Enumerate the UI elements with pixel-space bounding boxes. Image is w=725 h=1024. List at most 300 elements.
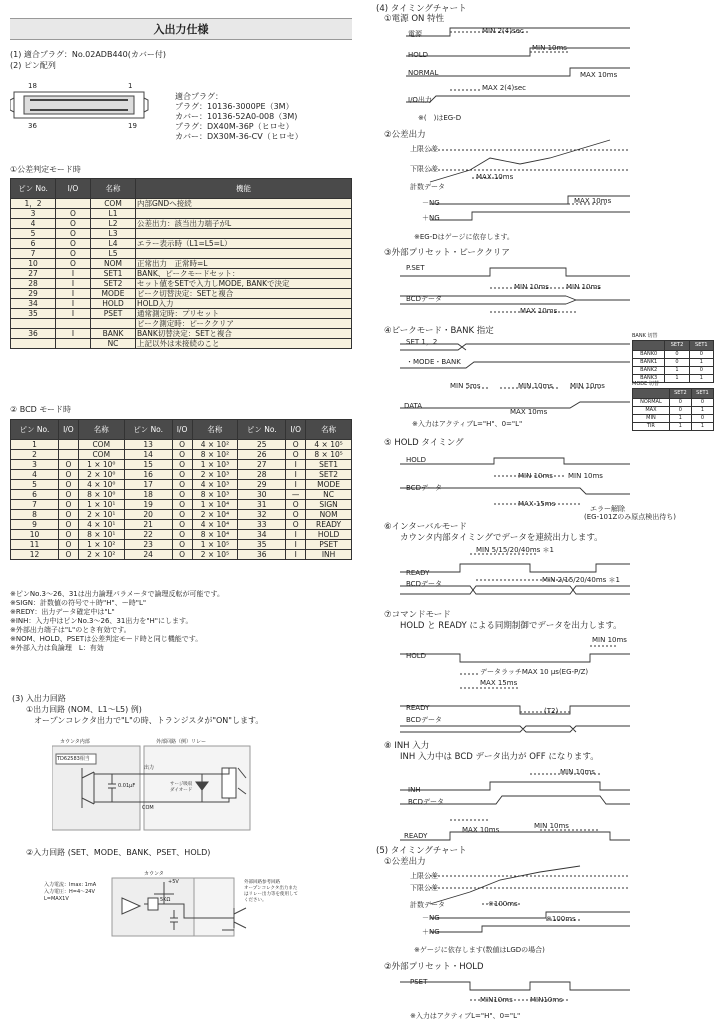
table-cell <box>136 209 352 219</box>
timing-ann: MIN 10ms <box>534 822 569 830</box>
col-header <box>633 341 665 351</box>
table-cell: O <box>58 490 78 500</box>
ready-wave <box>400 706 630 714</box>
table-cell: I <box>56 279 91 289</box>
table-cell: 4 × 10⁴ <box>192 520 238 530</box>
col-header: ピン No. <box>124 420 172 440</box>
wave-label: BCDデータ <box>406 580 442 588</box>
table-cell: SIGN <box>306 500 352 510</box>
table-cell: L3 <box>91 229 136 239</box>
table-cell: I <box>286 480 306 490</box>
table-cell: 18 <box>124 490 172 500</box>
table-cell: BANK、ピークモードセット： <box>136 269 352 279</box>
table-cell: I <box>286 530 306 540</box>
table-row <box>11 530 352 540</box>
wave-label: SET 1，2 <box>406 338 438 346</box>
col-header: I/O <box>172 420 192 440</box>
table-cell: 1 × 10⁰ <box>78 460 124 470</box>
col-header: ピン No. <box>238 420 286 440</box>
table-cell: O <box>56 209 91 219</box>
table-cell: MIN <box>633 415 670 423</box>
table-cell: O <box>172 500 192 510</box>
table-cell: O <box>58 480 78 490</box>
table-row <box>11 239 352 249</box>
table-cell: O <box>172 520 192 530</box>
col-header: I/O <box>56 179 91 199</box>
table-cell: L2 <box>91 219 136 229</box>
timing-ann: MAX 10ms <box>574 197 612 205</box>
table-cell: 10 <box>11 530 59 540</box>
table-cell: O <box>58 460 78 470</box>
pset-wave <box>400 268 630 276</box>
table-row <box>11 229 352 239</box>
table-cell <box>91 319 136 329</box>
chart1-title: ①電源 ON 特性 <box>384 14 445 24</box>
table-cell: 7 <box>11 249 56 259</box>
wave-label: INH <box>408 786 421 794</box>
timing-title: (4) タイミングチャート <box>376 4 467 14</box>
table-cell: 1 × 10⁴ <box>192 500 238 510</box>
table-cell: 7 <box>11 500 59 510</box>
note-line: ※SIGN：計数値の符号で＋時"H"、ー時"L" <box>10 599 147 607</box>
table-cell: 上記以外は未接続のこと <box>136 339 352 349</box>
table-cell: MODE <box>91 289 136 299</box>
table-cell: SET1 <box>306 460 352 470</box>
wave-label: 計数データ <box>410 183 445 191</box>
table-cell: 33 <box>238 520 286 530</box>
table-cell: COM <box>78 450 124 460</box>
ng-plus <box>430 212 630 220</box>
wave-label: READY <box>406 569 430 577</box>
table-cell: O <box>286 510 306 520</box>
plug-line: プラグ：10136-3000PE（3M） <box>175 102 294 111</box>
circuit-title: (3) 入出力回路 <box>12 694 66 703</box>
timing-note: ※入力はアクティブL="H"、0="L" <box>412 420 523 428</box>
out-label: 出力 <box>144 765 155 771</box>
table-cell: 19 <box>124 500 172 510</box>
table-cell: O <box>56 219 91 229</box>
ext-note: ください。 <box>244 898 267 903</box>
ext-note: オープンコレクタ出力また <box>244 886 298 891</box>
table-cell: 4 <box>11 219 56 229</box>
table-cell: 24 <box>124 550 172 560</box>
chart10-title: ②外部プリセット・HOLD <box>384 962 484 972</box>
table-cell: 4 × 10¹ <box>78 520 124 530</box>
tolerance-mode-title: ①公差判定モード時 <box>10 165 81 174</box>
table-cell: O <box>286 520 306 530</box>
counter-label: カウンタ <box>144 871 164 877</box>
bcd-mode-title: ② BCD モード時 <box>10 405 72 414</box>
timing-ann: MAX 10ms <box>510 408 548 416</box>
table-row <box>11 460 352 470</box>
timing-ann: MIN 10ms <box>570 382 605 390</box>
wave-label: BCDデータ <box>408 798 444 806</box>
table-cell: 5 <box>11 480 59 490</box>
bank-table-title: BANK 切替 <box>632 333 658 339</box>
page-title: 入出力仕様 <box>10 18 352 40</box>
table-cell: ピーク測定時：ピーククリア <box>136 319 352 329</box>
mode-table-title: MODE 切替 <box>632 381 659 387</box>
wave-label: －NG <box>422 199 440 207</box>
table-cell: 0 <box>669 399 691 407</box>
table-cell: 22 <box>124 530 172 540</box>
table-cell <box>56 199 91 209</box>
table-cell: BANK2 <box>633 367 665 375</box>
chart7-desc: HOLD と READY による同期制御でデータを出力します。 <box>400 621 622 631</box>
output-circuit-desc: オープンコレクタ出力で"L"の時、トランジスタが"ON"します。 <box>34 716 264 725</box>
table-cell: L1 <box>91 209 136 219</box>
table-cell: 公差出力：該当出力端子がL <box>136 219 352 229</box>
pin-36-label: 36 <box>28 122 37 130</box>
table-row <box>11 440 352 450</box>
timing-ann: MIN 10ms <box>518 382 553 390</box>
ext-note: はリレー出力等を使用して <box>244 892 298 897</box>
table-cell: 9 <box>11 520 59 530</box>
table-cell: 4 × 10⁵ <box>306 440 352 450</box>
timing-note: ※入力はアクティブL="H"、0="L" <box>410 1012 521 1020</box>
chart6-title: ⑥インターバルモード <box>384 522 468 532</box>
table-cell: NOM <box>91 259 136 269</box>
table-cell: O <box>172 440 192 450</box>
timing-ann: ※100ms <box>488 900 518 908</box>
table-cell: O <box>172 530 192 540</box>
timing-ann: MIN 5/15/20/40ms ＊1 <box>476 546 554 554</box>
table-row <box>11 329 352 339</box>
table-cell: 26 <box>238 450 286 460</box>
cap-label: 0.01μF <box>118 783 136 789</box>
table-cell: 0 <box>669 407 691 415</box>
col-header: ピン No. <box>11 420 59 440</box>
table-cell: 4 × 10⁰ <box>78 480 124 490</box>
note-line: ※INH：入力中はピンNo.3〜26、31出力を"H"にします。 <box>10 617 193 625</box>
table-cell: 6 <box>11 490 59 500</box>
timing-ann: MAX 10ms <box>476 173 514 181</box>
timing-ann: MIN 10ms <box>592 636 627 644</box>
col-header: SET2 <box>665 341 689 351</box>
table-cell: BANK1 <box>633 359 665 367</box>
table-cell: O <box>286 450 306 460</box>
table-cell: 17 <box>124 480 172 490</box>
v5-label: +5V <box>168 879 179 885</box>
table-cell: 1 × 10³ <box>192 460 238 470</box>
table-cell: HOLD <box>91 299 136 309</box>
table-cell: 12 <box>11 550 59 560</box>
table-cell: 1 × 10¹ <box>78 500 124 510</box>
table-cell: O <box>58 510 78 520</box>
table-cell: O <box>172 490 192 500</box>
table-cell: エラー表示時（L1=L5=L） <box>136 239 352 249</box>
timing-note: ※EG-Dはゲージに依存します。 <box>414 233 514 241</box>
table-row <box>11 309 352 319</box>
table-cell: 8 × 10¹ <box>78 530 124 540</box>
timing-ann: MAX 15ms <box>480 679 518 687</box>
input-current-note: 入力電流：Imax: 1mA <box>44 882 97 888</box>
table-cell: O <box>172 540 192 550</box>
table-row <box>633 415 714 423</box>
table-cell: 25 <box>238 440 286 450</box>
table-cell: 34 <box>11 299 56 309</box>
input-voltage-note: 入力電圧：H=4〜24V <box>44 889 95 895</box>
table-cell: 27 <box>11 269 56 279</box>
table-cell: I <box>286 460 306 470</box>
table-cell: 27 <box>238 460 286 470</box>
timing-ann: MIN 10ms <box>568 472 603 480</box>
plug-line: プラグ：DX40M-36P（ヒロセ） <box>175 122 294 131</box>
plug-info <box>175 92 303 142</box>
connector-drawing <box>10 78 150 136</box>
table-cell: 31 <box>238 500 286 510</box>
table-cell: 2 × 10⁵ <box>192 550 238 560</box>
table-cell: COM <box>78 440 124 450</box>
table-cell: 2 × 10⁰ <box>78 470 124 480</box>
table-cell: 1 <box>11 440 59 450</box>
table-cell: O <box>58 540 78 550</box>
wave-label: 下限公差 <box>410 884 438 892</box>
timing-note: ※( )はEG-D <box>418 114 462 122</box>
table-cell: 8 × 10³ <box>192 490 238 500</box>
col-header: SET2 <box>669 389 691 399</box>
table-cell: 29 <box>11 289 56 299</box>
pin-18-label: 18 <box>28 82 37 90</box>
table-cell: O <box>286 440 306 450</box>
timing-ann: ※100ms <box>546 915 576 923</box>
ready-wave <box>400 832 630 840</box>
wave-label: 電源 <box>408 30 422 38</box>
wave-label: 計数データ <box>410 901 445 909</box>
wave-label: P.SET <box>406 264 425 272</box>
table-cell: 16 <box>124 470 172 480</box>
col-header <box>633 389 670 399</box>
chip-label: TD62583相当 <box>57 756 90 762</box>
note-line: ※外部出力端子は"L"のとき有効です。 <box>10 626 131 634</box>
table-cell: O <box>286 500 306 510</box>
table-cell: MAX <box>633 407 670 415</box>
col-header: 名称 <box>192 420 238 440</box>
table-cell: 0 <box>691 415 713 423</box>
wave-label: HOLD <box>408 51 429 59</box>
timing-note: ※ゲージに依存します(数値はLGDの場合) <box>414 946 545 954</box>
col-header: 機能 <box>136 179 352 199</box>
table-cell: 10 <box>11 259 56 269</box>
table-row <box>11 219 352 229</box>
chart9-title: ①公差出力 <box>384 857 426 867</box>
table-cell: 1 <box>665 375 689 383</box>
section-plug: (1) 適合プラグ：No.02ADB440(カバー付) <box>10 50 166 59</box>
table-cell: O <box>58 520 78 530</box>
table-cell: 1，2 <box>11 199 56 209</box>
tolerance-pin-table <box>10 178 352 349</box>
table-cell: L4 <box>91 239 136 249</box>
table-cell: BANK <box>91 329 136 339</box>
chart6-desc: カウンタ内部タイミングでデータを連続出力します。 <box>400 533 603 543</box>
table-cell: HOLD入力 <box>136 299 352 309</box>
table-row <box>633 399 714 407</box>
table-cell: 2 × 10³ <box>192 470 238 480</box>
table-cell: I <box>56 289 91 299</box>
count-data <box>430 140 610 182</box>
wave-label: READY <box>404 832 428 840</box>
table-row <box>11 209 352 219</box>
bcd-notes <box>10 590 224 653</box>
table-cell: O <box>56 249 91 259</box>
wave-label: BCDデータ <box>406 484 442 492</box>
note-line: ※NOM、HOLD、PSETは公差判定モード時と同じ機能です。 <box>10 635 203 643</box>
table-cell: I <box>56 309 91 319</box>
table-cell: O <box>58 470 78 480</box>
timing-ann: MAX 10ms <box>580 71 618 79</box>
table-cell: 34 <box>238 530 286 540</box>
table-row <box>11 500 352 510</box>
timing-ann: MIN 10ms <box>532 44 567 52</box>
table-cell: 0 <box>665 359 689 367</box>
timing-ann: MAX 10ms <box>462 826 500 834</box>
table-cell: I <box>56 269 91 279</box>
table-cell: O <box>58 530 78 540</box>
note-line: ※REDY：出力データ確定中は"L" <box>10 608 115 616</box>
timing-ann: MAX 15ms <box>518 500 556 508</box>
table-row <box>633 389 714 399</box>
timing-ann: MAX 2(4)sec <box>482 84 527 92</box>
ready-wave <box>400 564 630 572</box>
bcd-wave <box>400 726 630 732</box>
table-cell: PSET <box>306 540 352 550</box>
table-cell: I <box>286 540 306 550</box>
table-row <box>633 407 714 415</box>
table-cell: 8 × 10⁰ <box>78 490 124 500</box>
table-row <box>11 269 352 279</box>
output-circuit-diagram <box>52 738 252 832</box>
table-cell <box>58 450 78 460</box>
table-row <box>11 199 352 209</box>
table-cell: 1 <box>669 415 691 423</box>
table-cell <box>11 339 56 349</box>
table-cell: 8 × 10² <box>192 450 238 460</box>
table-row <box>11 480 352 490</box>
chart8-title: ⑧ INH 入力 <box>384 741 430 751</box>
table-cell: I <box>286 470 306 480</box>
table-cell: I <box>56 329 91 339</box>
table-cell: 0 <box>665 351 689 359</box>
timing-ann: MIN 10ms <box>518 472 553 480</box>
inh-wave <box>400 782 630 790</box>
wave-label: 上限公差 <box>410 872 438 880</box>
table-cell: 20 <box>124 510 172 520</box>
timing-ann: MAX 10ms <box>520 307 558 315</box>
table-row <box>11 289 352 299</box>
timing-ann: MIN10ms <box>530 996 563 1004</box>
table-row <box>11 520 352 530</box>
table-cell: BANK0 <box>633 351 665 359</box>
wave-label: 下限公差 <box>410 165 438 173</box>
hold-wave <box>400 458 630 464</box>
table-cell: 6 <box>11 239 56 249</box>
table-cell: BANK3 <box>633 375 665 383</box>
table-cell: SET2 <box>306 470 352 480</box>
table-cell: I <box>56 299 91 309</box>
table-cell: 15 <box>124 460 172 470</box>
table-cell: NC <box>91 339 136 349</box>
table-cell: 通常測定時：プリセット <box>136 309 352 319</box>
table-row <box>11 490 352 500</box>
table-row <box>11 249 352 259</box>
table-cell: BANK切替決定：SETと複合 <box>136 329 352 339</box>
count-data <box>430 866 580 904</box>
table-cell: 4 × 10² <box>192 440 238 450</box>
timing-ann: MIN 2(4)sec <box>482 27 524 35</box>
table-cell: 32 <box>238 510 286 520</box>
table-cell: セット値をSETで入力しMODE, BANKで決定 <box>136 279 352 289</box>
input-circuit-title: ②入力回路 (SET、MODE、BANK、PSET、HOLD) <box>26 848 211 857</box>
table-cell: 30 <box>238 490 286 500</box>
table-cell: O <box>58 500 78 510</box>
chart4-title: ④ピークモード・BANK 指定 <box>384 326 494 336</box>
table-cell: 1 × 10⁵ <box>192 540 238 550</box>
table-cell: O <box>56 259 91 269</box>
wave-label: PSET <box>410 978 428 986</box>
table-cell: I <box>286 550 306 560</box>
table-cell: 2 × 10¹ <box>78 510 124 520</box>
bank-select-table <box>632 340 714 383</box>
table-cell: 4 <box>11 470 59 480</box>
timing-column <box>370 0 725 1024</box>
table-cell: 23 <box>124 540 172 550</box>
resistor-label: 5KΩ <box>160 897 171 903</box>
table-cell: 3 <box>11 209 56 219</box>
table-cell: 13 <box>124 440 172 450</box>
timing5-title: (5) タイミングチャート <box>376 846 467 856</box>
table-cell: NOM <box>306 510 352 520</box>
wave-label: DATA <box>404 402 423 410</box>
table-cell: 2 × 10² <box>78 550 124 560</box>
timing-ann: MIN10ms <box>480 996 513 1004</box>
input-circuit-diagram <box>44 868 314 938</box>
timing-ann: MIN 2/15/20/40ms ＊1 <box>542 576 620 584</box>
output-circuit-title: ①出力回路 (NOM、L1〜L5) 例) <box>26 705 142 714</box>
table-cell: ピーク切替決定：SETと複合 <box>136 289 352 299</box>
note-line: ※外部入力は負論理 L：有効 <box>10 644 104 652</box>
table-row <box>11 339 352 349</box>
table-cell: O <box>172 450 192 460</box>
com-label: COM <box>142 805 154 811</box>
hold-wave <box>400 654 630 662</box>
table-cell: 1 <box>669 423 691 431</box>
table-cell: 5 <box>11 229 56 239</box>
wave-label: HOLD <box>406 652 427 660</box>
table-cell: NORMAL <box>633 399 670 407</box>
chart5-title: ⑤ HOLD タイミング <box>384 438 464 448</box>
table-row <box>11 540 352 550</box>
pin-19-label: 19 <box>128 122 137 130</box>
wave-label: READY <box>406 704 430 712</box>
table-cell: O <box>172 470 192 480</box>
ext-note: 外部回路参考回路 <box>244 880 280 885</box>
counter-side-label: カウンタ内部 <box>60 739 90 745</box>
table-cell: 1 <box>689 375 713 383</box>
bcd-pin-table <box>10 419 352 560</box>
table-row <box>11 259 352 269</box>
io-wave <box>406 96 630 102</box>
timing-ann: エラー解除 <box>590 505 625 513</box>
table-cell: 0 <box>689 351 713 359</box>
table-row <box>11 279 352 289</box>
table-cell: O <box>172 480 192 490</box>
table-cell: SET1 <box>91 269 136 279</box>
table-cell: 3 <box>11 460 59 470</box>
table-cell: 21 <box>124 520 172 530</box>
timing-ann: MIN 10ms <box>566 283 601 291</box>
timing-ann: (EG-101Zのみ原点検出待ち) <box>584 513 676 521</box>
plug-line: 適合プラグ： <box>175 92 223 101</box>
